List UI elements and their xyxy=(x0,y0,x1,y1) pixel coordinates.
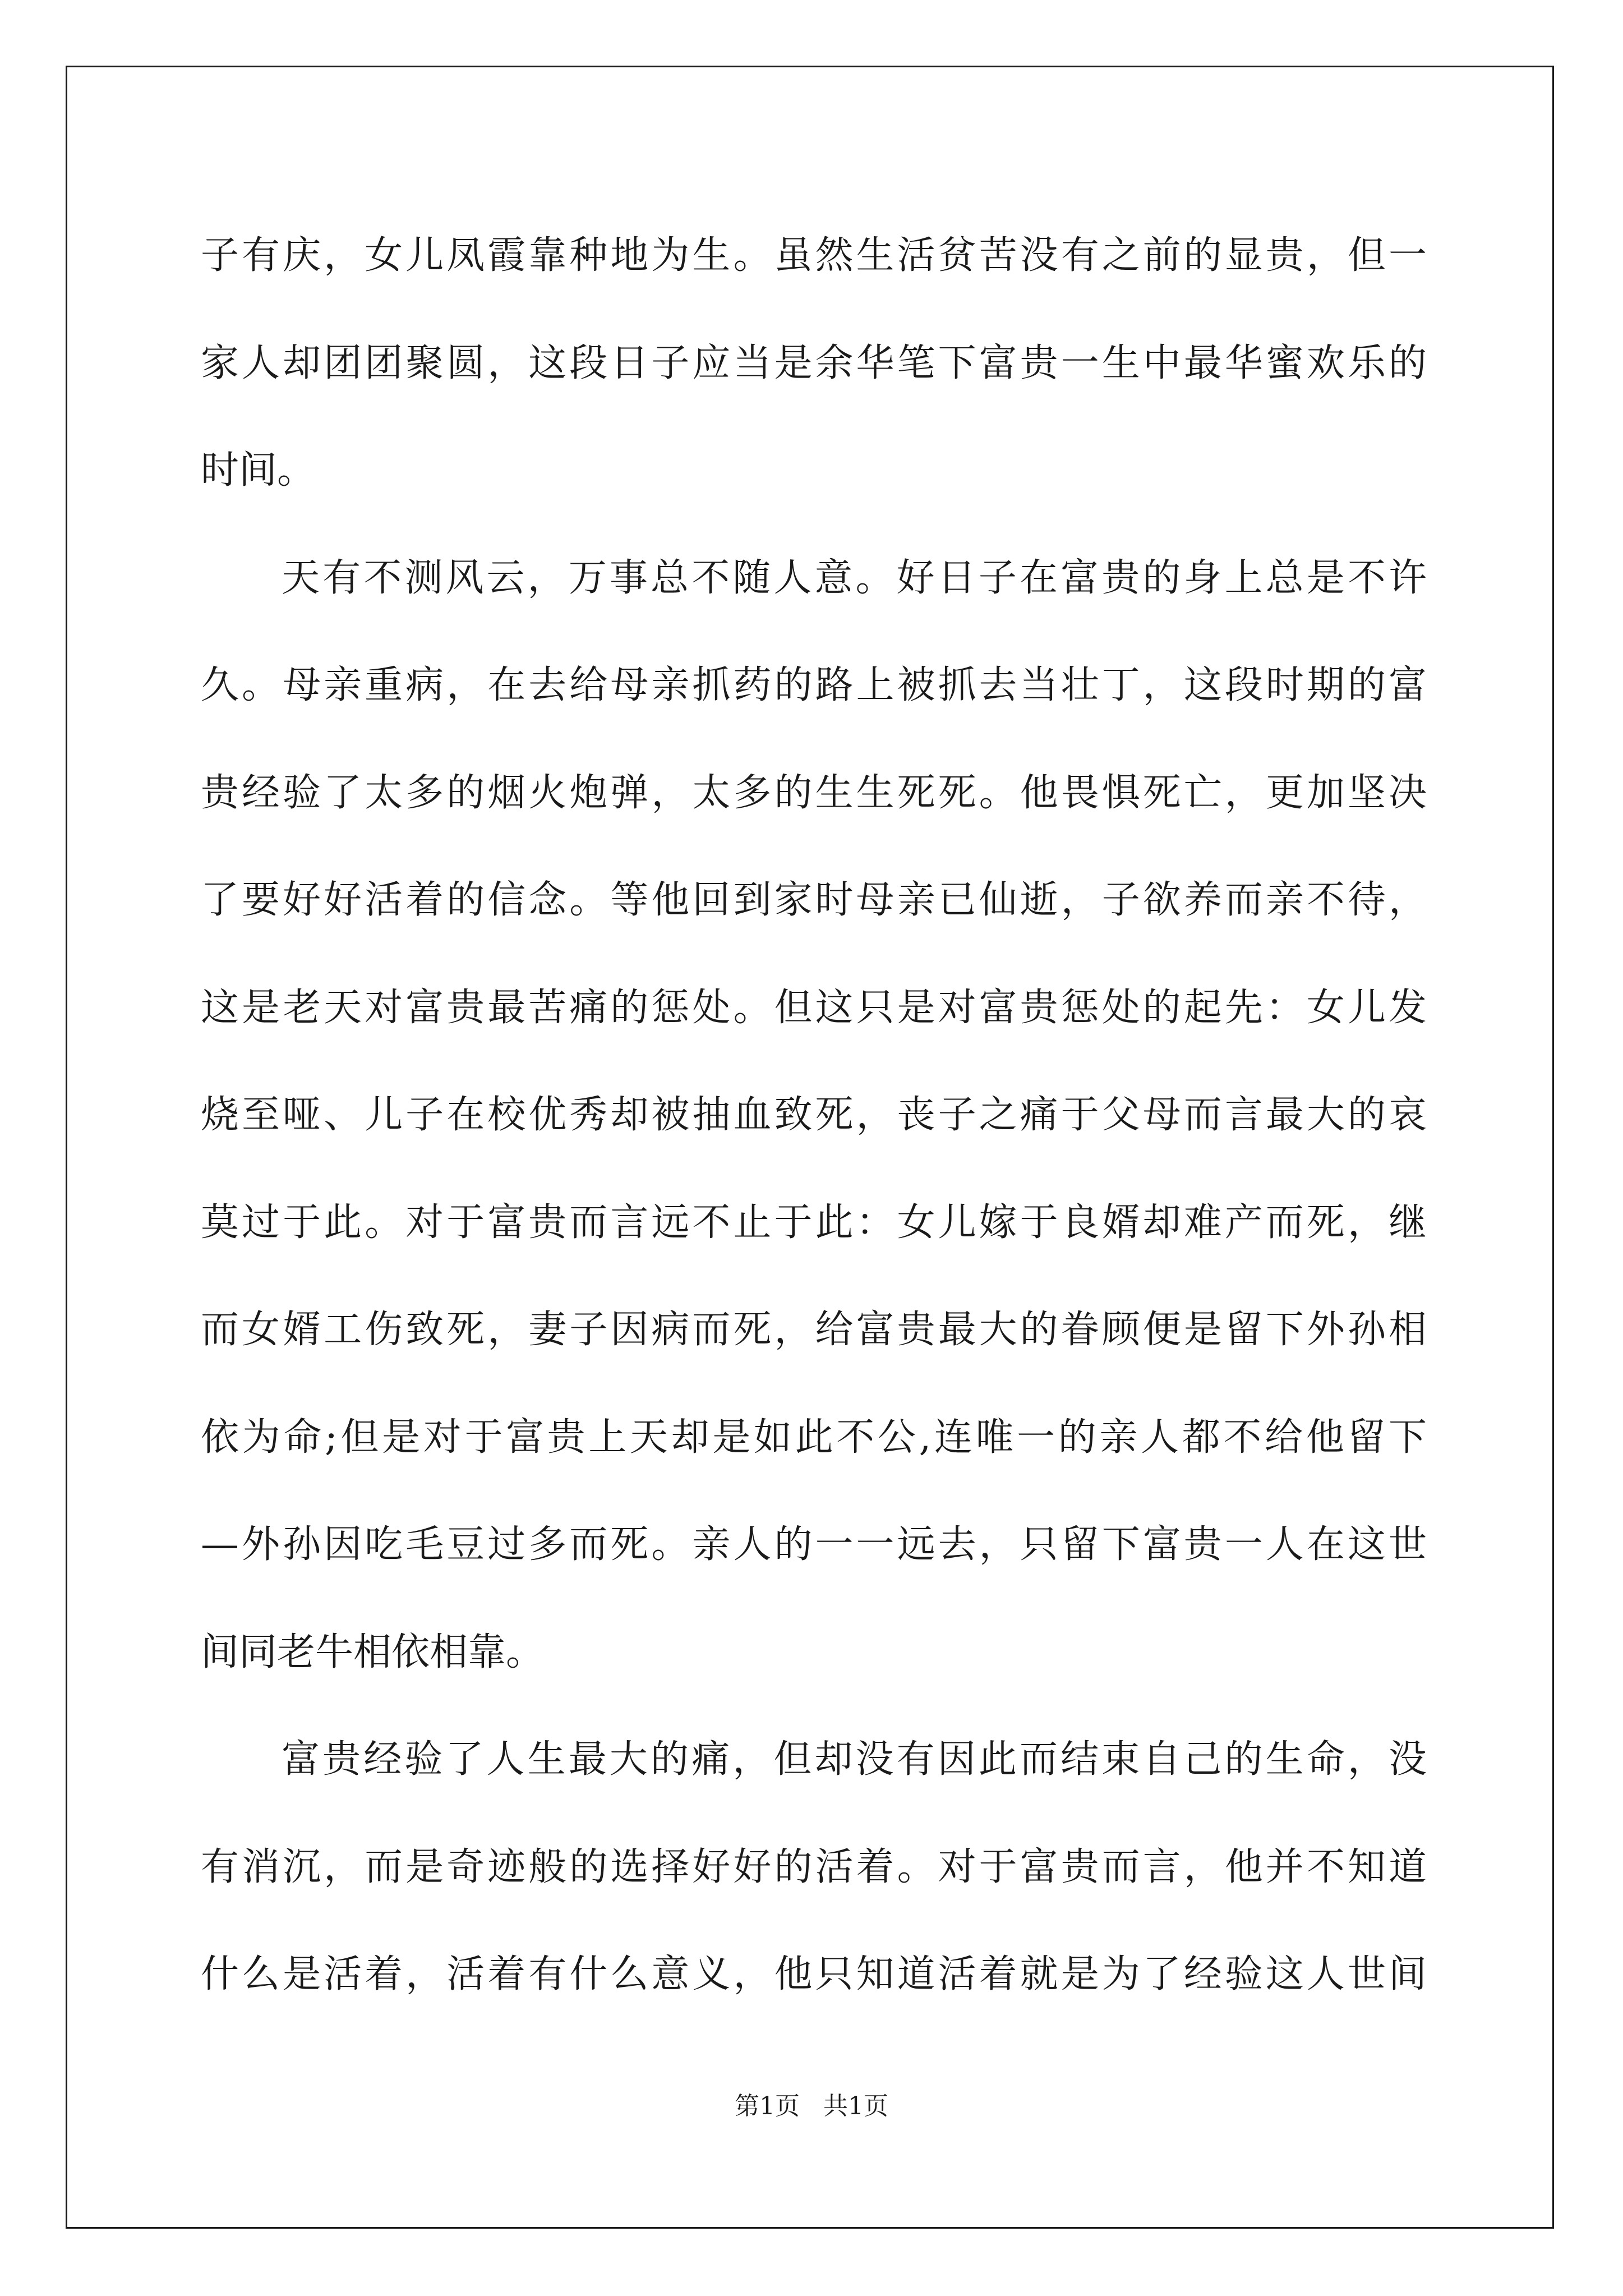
text-line: 贵经验了太多的烟火炮弹，太多的生生死死。他畏惧死亡，更加坚决 xyxy=(201,770,1427,815)
text-line: 烧至哑、儿子在校优秀却被抽血致死，丧子之痛于父母而言最大的哀 xyxy=(201,1093,1427,1137)
text-line: 莫过于此。对于富贵而言远不止于此：女儿嫁于良婿却难产而死，继 xyxy=(201,1200,1427,1245)
text-line: 依为命;但是对于富贵上天却是如此不公,连唯一的亲人都不给他留下 xyxy=(201,1415,1427,1460)
text-line: 天有不测风云，万事总不随人意。好日子在富贵的身上总是不许 xyxy=(282,555,1427,600)
text-line: 久。母亲重病，在去给母亲抓药的路上被抓去当壮丁，这段时期的富 xyxy=(201,663,1427,707)
text-line: 时间。 xyxy=(201,448,316,493)
text-line: 子有庆，女儿凤霞靠种地为生。虽然生活贫苦没有之前的显贵，但一 xyxy=(201,233,1427,278)
text-line: 了要好好活着的信念。等他回到家时母亲已仙逝，子欲养而亲不待， xyxy=(201,878,1427,922)
text-line: 这是老天对富贵最苦痛的惩处。但这只是对富贵惩处的起先：女儿发 xyxy=(201,985,1427,1030)
text-line: 有消沉，而是奇迹般的选择好好的活着。对于富贵而言，他并不知道 xyxy=(201,1844,1427,1889)
text-line: 什么是活着，活着有什么意义，他只知道活着就是为了经验这人世间 xyxy=(201,1952,1427,1996)
text-line: 间同老牛相依相靠。 xyxy=(201,1630,545,1674)
page-number-footer: 第1页 共1页 xyxy=(735,2092,888,2120)
document-body xyxy=(201,202,1427,2028)
text-line: —外孙因吃毛豆过多而死。亲人的一一远去，只留下富贵一人在这世 xyxy=(201,1522,1427,1567)
text-line: 而女婿工伤致死，妻子因病而死，给富贵最大的眷顾便是留下外孙相 xyxy=(201,1308,1427,1352)
text-line: 富贵经验了人生最大的痛，但却没有因此而结束自己的生命，没 xyxy=(282,1737,1427,1782)
text-line: 家人却团团聚圆，这段日子应当是余华笔下富贵一生中最华蜜欢乐的 xyxy=(201,341,1427,385)
